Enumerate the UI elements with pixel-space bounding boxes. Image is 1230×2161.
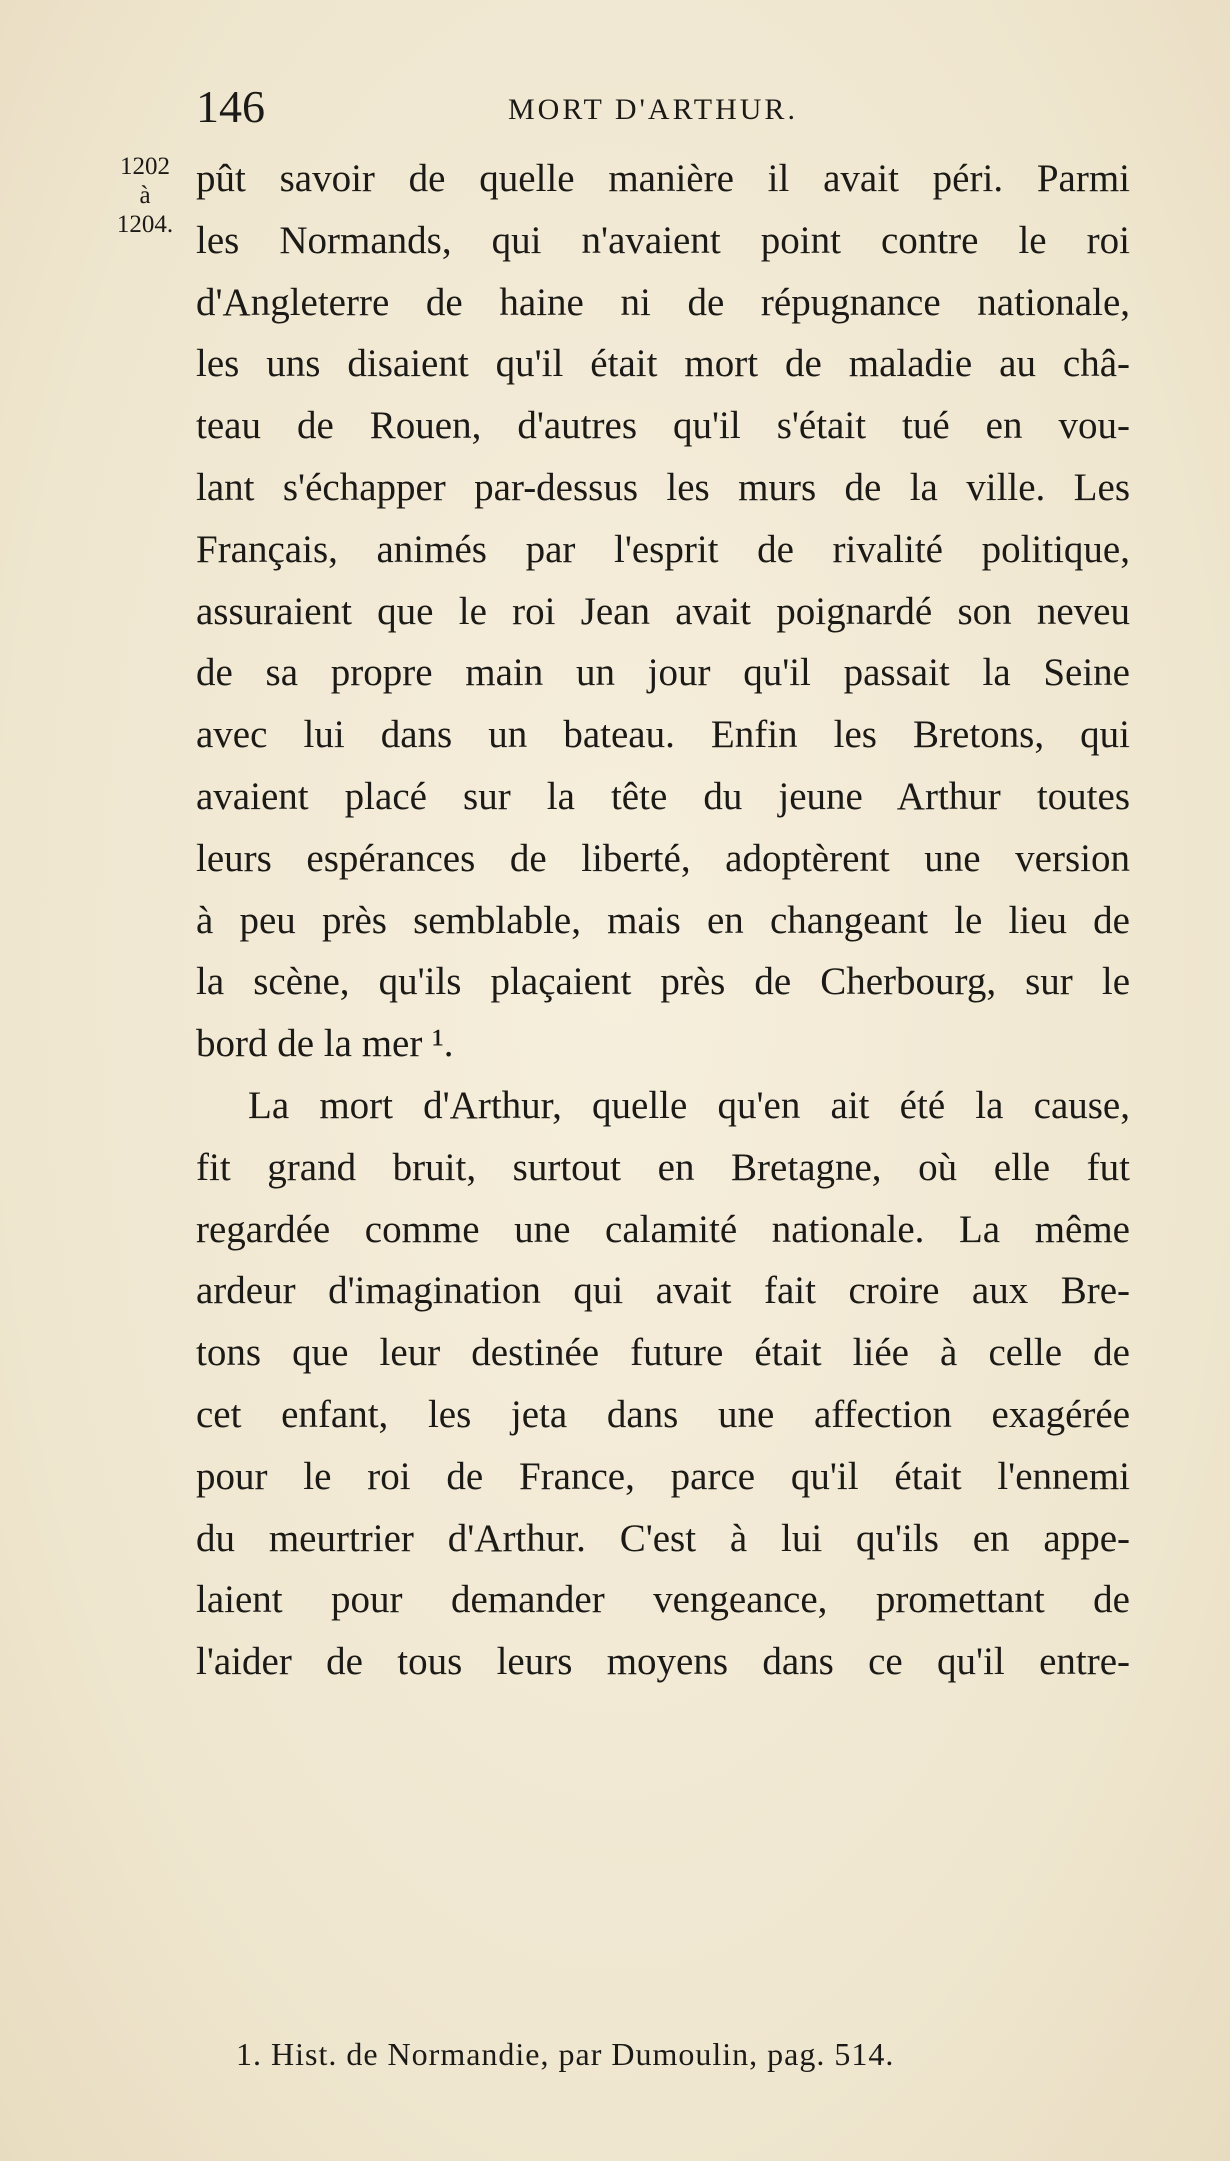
text-line: bord de la mer ¹. (196, 1022, 454, 1066)
margin-year-start: 1202 (120, 153, 170, 180)
text-line: La mort d'Arthur, quelle qu'en ait été la cause, (248, 1083, 1130, 1127)
text-line: cet enfant, les jeta dans une affection exagérée (196, 1392, 1130, 1436)
text-line: pût savoir de quelle manière il avait péri. Parmi (196, 157, 1130, 200)
margin-date-note (104, 152, 186, 239)
running-head: MORT D'ARTHUR. (508, 93, 798, 126)
text-line: teau de Rouen, d'autres qu'il s'était tué en vou- (196, 404, 1130, 448)
text-line: leurs espérances de liberté, adoptèrent une version (196, 836, 1130, 880)
text-line: laient pour demander vengeance, promettant de (196, 1578, 1130, 1622)
page-header (196, 82, 926, 132)
text-line: du meurtrier d'Arthur. C'est à lui qu'ils en appe- (196, 1516, 1130, 1560)
text-line: les uns disaient qu'il était mort de maladie au châ- (196, 342, 1130, 386)
page-number: 146 (196, 81, 265, 132)
text-line: de sa propre main un jour qu'il passait la Seine (196, 651, 1130, 695)
text-line: la scène, qu'ils plaçaient près de Cherbourg, sur le (196, 960, 1130, 1004)
margin-year-end: 1204. (116, 211, 174, 238)
text-line: avaient placé sur la tête du jeune Arthur toutes (196, 774, 1130, 818)
margin-separator: à (139, 182, 151, 209)
body-text (196, 148, 1130, 1693)
text-line: pour le roi de France, parce qu'il était l'ennemi (196, 1454, 1130, 1498)
text-line: à peu près semblable, mais en changeant le lieu de (196, 898, 1130, 942)
text-line: ardeur d'imagination qui avait fait croire aux Bre- (196, 1269, 1130, 1313)
text-line: l'aider de tous leurs moyens dans ce qu'il entre- (196, 1640, 1130, 1684)
text-line: fit grand bruit, surtout en Bretagne, où elle fut (196, 1145, 1130, 1189)
text-line: tons que leur destinée future était liée à celle de (196, 1331, 1130, 1375)
text-line: regardée comme une calamité nationale. La même (196, 1207, 1130, 1251)
text-line: les Normands, qui n'avaient point contre le roi (196, 218, 1130, 262)
text-line: assuraient que le roi Jean avait poignardé son neveu (196, 589, 1130, 633)
text-line: lant s'échapper par-dessus les murs de la ville. Les (196, 465, 1130, 509)
text-line: Français, animés par l'esprit de rivalité politique, (196, 527, 1130, 571)
text-line: avec lui dans un bateau. Enfin les Bretons, qui (196, 713, 1130, 757)
footnote: 1. Hist. de Normandie, par Dumoulin, pag. 514. (236, 2036, 895, 2072)
text-line: d'Angleterre de haine ni de répugnance nationale, (196, 280, 1130, 324)
